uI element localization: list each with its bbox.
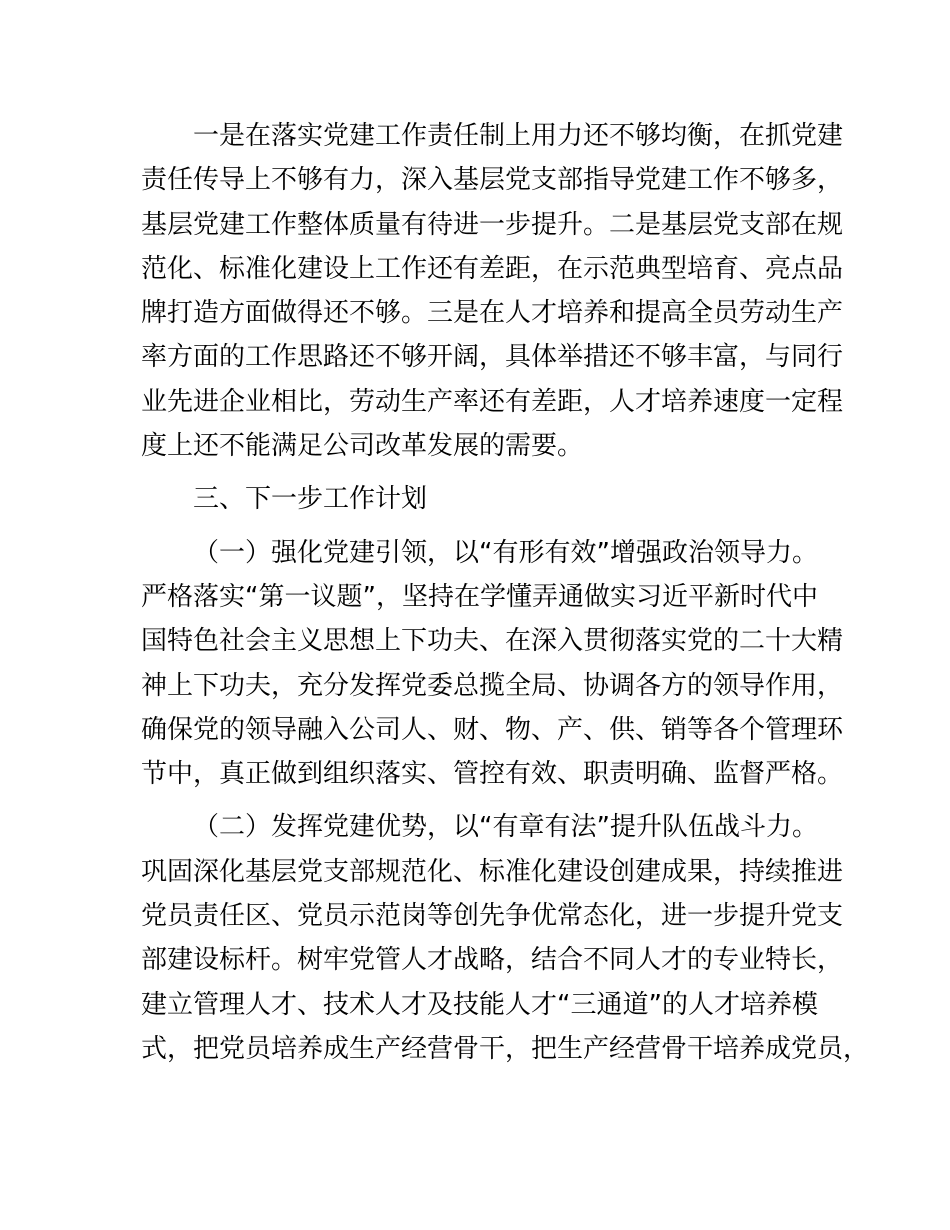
text-line: 节中，真正做到组织落实、管控有效、职责明确、监督严格。 [141,759,844,790]
text-line: 范化、标准化建设上工作还有差距，在示范典型培育、亮点品 [141,253,844,284]
text-line: 建立管理人才、技术人才及技能人才“三通道”的人才培养模 [141,989,818,1020]
text-line: 党员责任区、党员示范岗等创先争优常态化，进一步提升党支 [141,901,844,932]
text-line: 神上下功夫，充分发挥党委总揽全局、协调各方的领导作用， [141,670,844,701]
paragraph-plan-two [141,805,870,1071]
text-line: 部建设标杆。树牢党管人才战略，结合不同人才的专业特长， [141,945,844,976]
text-line: 责任传导上不够有力，深入基层党支部指导党建工作不够多， [141,165,844,196]
text-line: 度上还不能满足公司改革发展的需要。 [141,431,584,462]
text-line: 式，把党员培养成生产经营骨干，把生产经营骨干培养成党员， [141,1033,870,1064]
text-line: 确保党的领导融入公司人、财、物、产、供、销等各个管理环 [141,714,844,745]
text-line: 巩固深化基层党支部规范化、标准化建设创建成果，持续推进 [141,856,844,887]
text-line: 牌打造方面做得还不够。三是在人才培养和提高全员劳动生产 [141,298,844,329]
subsection-title: （一）强化党建引领，以“有形有效”增强政治领导力。 [193,537,818,568]
text-line: 业先进企业相比，劳动生产率还有差距，人才培养速度一定程 [141,386,844,417]
text-line: 率方面的工作思路还不够开阔，具体举措还不够丰富，与同行 [141,342,844,373]
text-line: 国特色社会主义思想上下功夫、在深入贯彻落实党的二十大精 [141,626,844,657]
paragraph-issues [141,114,844,468]
section-heading [141,477,841,521]
text-line: 一是在落实党建工作责任制上用力还不够均衡，在抓党建 [193,121,844,151]
text-line: 基层党建工作整体质量有待进一步提升。二是基层党支部在规 [141,209,844,240]
subsection-title: （二）发挥党建优势，以“有章有法”提升队伍战斗力。 [193,812,818,843]
document-body [141,114,870,1071]
paragraph-plan-one [141,531,844,797]
text-line: 严格落实“第一议题”，坚持在学懂弄通做实习近平新时代中 [141,581,818,612]
section-title: 三、下一步工作计划 [193,484,428,515]
